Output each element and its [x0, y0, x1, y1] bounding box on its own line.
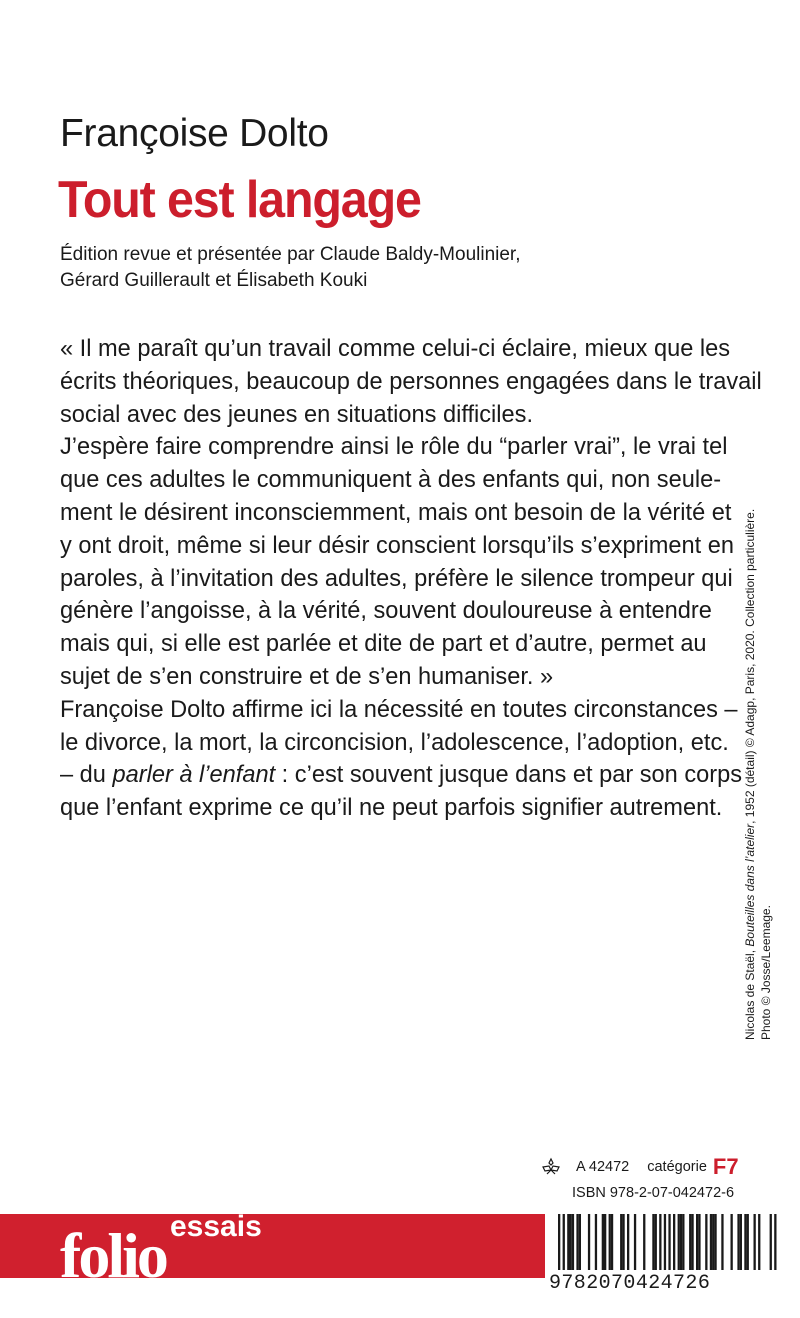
- barcode-bar: [622, 1214, 624, 1270]
- gallimard-logo-icon: [540, 1157, 562, 1177]
- barcode-bar: [611, 1214, 613, 1270]
- barcode-bar: [620, 1214, 622, 1270]
- barcode-bar: [567, 1214, 569, 1270]
- barcode-bar: [627, 1214, 629, 1270]
- author-name: Françoise Dolto: [60, 112, 329, 155]
- blurb-line: le divorce, la mort, la circoncision, l’adolescence, l’adoption, etc.: [60, 729, 729, 756]
- barcode-bar: [774, 1214, 776, 1270]
- barcode-bar: [558, 1214, 560, 1270]
- barcode-bar: [754, 1214, 756, 1270]
- barcode-bar: [579, 1214, 581, 1270]
- barcode-bar: [572, 1214, 574, 1270]
- blurb-line: ment le désirent inconsciemment, mais ont besoin de la vérité et: [60, 499, 732, 526]
- blurb-line: que l’enfant exprime ce qu’il ne peut parfois signifier autrement.: [60, 795, 723, 822]
- barcode-bar: [643, 1214, 645, 1270]
- edition-line-2: Gérard Guillerault et Élisabeth Kouki: [60, 270, 368, 291]
- barcode-bar: [680, 1214, 682, 1270]
- edition-line-1: Édition revue et présentée par Claude Baldy-Moulinier,: [60, 244, 521, 265]
- barcode-bar: [712, 1214, 714, 1270]
- barcode-bar: [731, 1214, 733, 1270]
- category-label: catégorie: [647, 1159, 707, 1175]
- barcode-bar: [609, 1214, 611, 1270]
- blurb-line: social avec des jeunes en situations difficiles.: [60, 401, 534, 428]
- barcode-bar: [682, 1214, 684, 1270]
- barcode-bar: [744, 1214, 746, 1270]
- barcode-bar: [634, 1214, 636, 1270]
- catalog-info: [540, 1155, 739, 1179]
- blurb-line: sujet de s’en construire et de s’en humaniser. »: [60, 663, 554, 690]
- blurb-text-segment: : c’est souvent jusque dans et par son corps: [275, 762, 743, 789]
- isbn: ISBN 978-2-07-042472-6: [572, 1185, 735, 1201]
- barcode: [548, 1214, 794, 1278]
- barcode-bar: [737, 1214, 739, 1270]
- barcode-bar: [689, 1214, 691, 1270]
- folio-wordmark: folio: [60, 1220, 166, 1291]
- barcode-bar: [678, 1214, 680, 1270]
- blurb-line: mais qui, si elle est parlée et dite de part et d’autre, permet au: [60, 631, 707, 658]
- barcode-bar: [664, 1214, 666, 1270]
- barcode-bar: [595, 1214, 597, 1270]
- blurb-line: que ces adultes le communiquent à des enfants qui, non seule-: [60, 467, 722, 494]
- barcode-digits: 9782070424726: [549, 1272, 711, 1295]
- credits-line-1: [742, 508, 758, 1040]
- blurb-line: génère l’angoisse, à la vérité, souvent douloureuse à entendre: [60, 598, 712, 625]
- barcode-bar: [652, 1214, 654, 1270]
- catalog-number: A 42472: [576, 1159, 630, 1175]
- barcode-bar: [659, 1214, 661, 1270]
- barcode-bar: [698, 1214, 700, 1270]
- barcode-bar: [673, 1214, 675, 1270]
- barcode-bar: [710, 1214, 712, 1270]
- barcode-bar: [576, 1214, 578, 1270]
- category-code: F7: [712, 1154, 739, 1179]
- blurb-line: Françoise Dolto affirme ici la nécessité en toutes circonstances –: [60, 696, 738, 723]
- book-title: Tout est langage: [58, 171, 421, 229]
- barcode-bar: [696, 1214, 698, 1270]
- blurb-line: paroles, à l’invitation des adultes, préfère le silence trompeur qui: [60, 565, 733, 592]
- barcode-bar: [714, 1214, 716, 1270]
- barcode-bar: [604, 1214, 606, 1270]
- blurb-line: y ont droit, même si leur désir conscient lorsqu’ils s’expriment en: [60, 532, 735, 559]
- blurb-text-segment: – du: [60, 762, 113, 789]
- barcode-bar: [740, 1214, 742, 1270]
- blurb-line: J’espère faire comprendre ainsi le rôle du “parler vrai”, le vrai tel: [60, 434, 728, 461]
- credits-copyright: , 1952 (détail) © Adagp, Paris, 2020. Collection particulière.: [743, 508, 757, 824]
- blurb-line: [60, 759, 743, 792]
- blurb-line: « Il me paraît qu’un travail comme celui-ci éclaire, mieux que les: [60, 336, 731, 362]
- barcode-bar: [770, 1214, 772, 1270]
- series-name: essais: [170, 1210, 262, 1243]
- barcode-bar: [758, 1214, 760, 1270]
- barcode-bar: [668, 1214, 670, 1270]
- credits-line-2: Photo © Josse/Leemage.: [759, 905, 773, 1040]
- barcode-bar: [588, 1214, 590, 1270]
- barcode-bar: [570, 1214, 572, 1270]
- barcode-bar: [563, 1214, 565, 1270]
- barcode-bar: [747, 1214, 749, 1270]
- image-credits: [742, 508, 792, 1040]
- credits-artwork-title: Bouteilles dans l’atelier: [743, 823, 757, 947]
- credits-artist: Nicolas de Staël,: [743, 946, 757, 1040]
- barcode-bar: [655, 1214, 657, 1270]
- barcode-bar: [705, 1214, 707, 1270]
- barcode-bar: [721, 1214, 723, 1270]
- barcode-bar: [602, 1214, 604, 1270]
- blurb-line: écrits théoriques, beaucoup de personnes engagées dans le travail: [60, 368, 762, 395]
- blurb-italic-phrase: parler à l’enfant: [112, 762, 276, 789]
- barcode-bar: [691, 1214, 693, 1270]
